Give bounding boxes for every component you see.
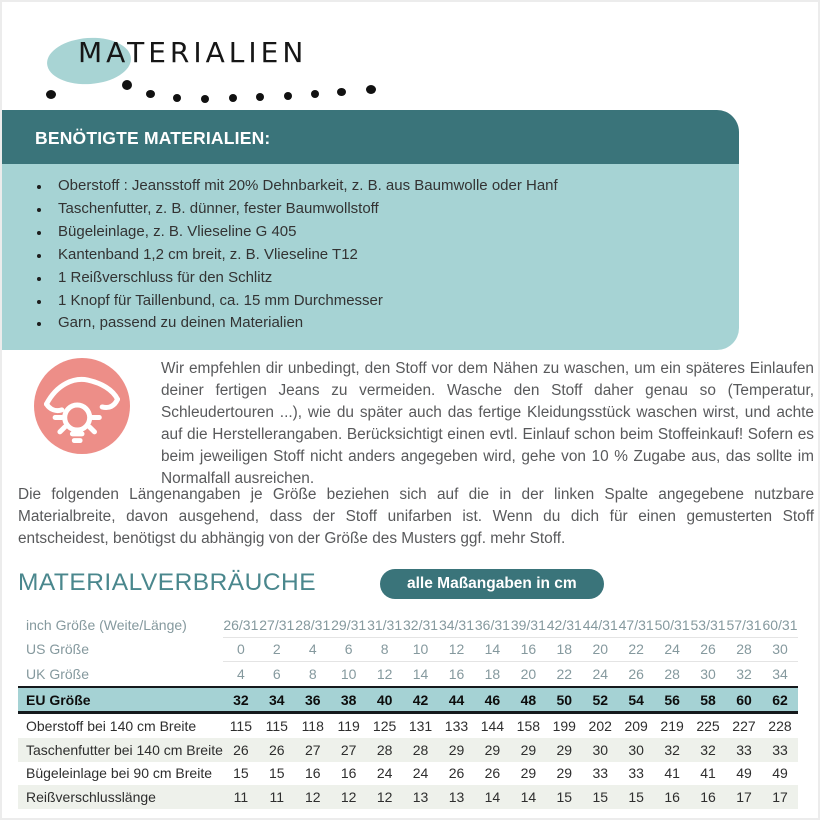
row-value: 24 <box>654 637 690 662</box>
table-row <box>18 662 798 687</box>
row-value: 20 <box>510 662 546 687</box>
row-value: 28 <box>726 637 762 662</box>
row-value: 16 <box>340 765 357 782</box>
row-value: 115 <box>229 718 253 735</box>
row-value: 11 <box>269 788 285 805</box>
row-value: 10 <box>403 637 439 662</box>
row-value: 26 <box>233 741 249 758</box>
row-value: 29/31 <box>331 613 367 637</box>
row-value: 29 <box>556 765 573 782</box>
row-value: 12 <box>439 637 475 662</box>
row-value: 34/31 <box>439 613 475 637</box>
row-value: 27/31 <box>259 613 295 637</box>
row-value: 12 <box>376 788 393 805</box>
row-label: UK Größe <box>26 665 90 682</box>
dot <box>366 85 376 94</box>
row-value: 14 <box>520 788 537 805</box>
row-value: 62 <box>772 691 788 708</box>
row-value: 42 <box>412 691 429 708</box>
row-value: 6 <box>259 662 295 687</box>
materials-box-body <box>2 164 739 350</box>
row-value: 44/31 <box>582 613 618 637</box>
row-label: inch Größe (Weite/Länge) <box>26 617 187 634</box>
table-row <box>18 687 798 713</box>
row-value: 30 <box>592 741 609 758</box>
row-value: 131 <box>408 718 433 735</box>
dot <box>284 92 292 100</box>
row-value: 31/31 <box>367 613 403 637</box>
row-value: 228 <box>768 718 792 735</box>
table-row <box>18 713 798 738</box>
row-value: 42/31 <box>546 613 582 637</box>
material-item: • 1 Knopf für Taillenbund, ca. 15 mm Durchmesser <box>51 290 706 313</box>
row-value: 2 <box>259 637 295 662</box>
dot <box>46 90 56 99</box>
row-value: 34 <box>762 662 798 687</box>
row-value: 44 <box>448 691 465 708</box>
row-value: 32/31 <box>403 613 439 637</box>
row-label: US Größe <box>26 641 90 658</box>
row-value: 18 <box>474 662 510 687</box>
row-value: 0 <box>223 637 259 662</box>
row-value: 15 <box>628 788 644 805</box>
row-value: 15 <box>233 765 249 782</box>
row-value: 49 <box>736 765 752 782</box>
row-value: 219 <box>660 718 684 735</box>
row-label: Reißverschlusslänge <box>26 788 156 805</box>
row-value: 15 <box>269 765 285 782</box>
page-title: MATERIALIEN <box>78 36 308 69</box>
row-value: 8 <box>295 662 331 687</box>
row-label: Bügeleinlage bei 90 cm Breite <box>26 765 213 782</box>
row-value: 15 <box>592 788 609 805</box>
units-badge: alle Maßangaben in cm <box>380 569 604 599</box>
row-value: 12 <box>367 662 403 687</box>
row-value: 41 <box>700 765 716 782</box>
material-item: • Garn, passend zu deinen Materialien <box>51 312 706 335</box>
row-value: 16 <box>700 788 716 805</box>
dot <box>122 80 132 90</box>
row-value: 144 <box>480 718 505 735</box>
row-value: 28 <box>376 741 393 758</box>
row-label: Oberstoff bei 140 cm Breite <box>26 718 197 735</box>
row-value: 20 <box>582 637 618 662</box>
row-value: 40 <box>376 691 393 708</box>
row-value: 115 <box>265 718 288 735</box>
row-value: 26 <box>618 662 654 687</box>
row-value: 32 <box>726 662 762 687</box>
row-value: 16 <box>664 788 680 805</box>
dots-decoration <box>46 84 396 108</box>
row-value: 52 <box>592 691 609 708</box>
row-value: 47/31 <box>618 613 654 637</box>
eye-lightbulb-icon <box>34 358 130 454</box>
washing-tip-text: Wir empfehlen dir unbedingt, den Stoff vor dem Nähen zu waschen, um ein späteres Einlaufen deiner fertigen Jeans zu vermeiden. Wasche den Stoff daher genau so (Temperatur, Schleudertouren ...), wie du später auch das fertige Kleidungsstück waschen wirst, und achte auf die Herstellerangaben. Berücksichtigt einen evtl. Einlauf schon beim Stoffeinkauf! Sofern es beim jeweiligen Stoff nicht anders angegeben wird, gehe von 10 % Zugabe aus, das sollte im Normalfall ausreichen. <box>161 360 814 487</box>
material-item: • Oberstoff : Jeansstoff mit 20% Dehnbarkeit, z. B. aus Baumwolle oder Hanf <box>51 175 706 198</box>
row-value: 29 <box>448 741 465 758</box>
table-row <box>18 762 798 786</box>
row-value: 32 <box>700 741 716 758</box>
row-value: 50/31 <box>654 613 690 637</box>
row-value: 8 <box>367 637 403 662</box>
row-value: 36 <box>304 691 321 708</box>
row-value: 10 <box>331 662 367 687</box>
consumption-table <box>18 613 798 809</box>
row-value: 199 <box>552 718 576 735</box>
row-value: 12 <box>304 788 321 805</box>
row-value: 33 <box>772 741 788 758</box>
row-value: 26/31 <box>223 613 259 637</box>
row-value: 33 <box>628 765 644 782</box>
consumption-heading: MATERIALVERBRÄUCHE <box>18 569 317 596</box>
washing-tip-section <box>34 358 814 489</box>
row-value: 27 <box>304 741 321 758</box>
row-value: 158 <box>516 718 541 735</box>
row-value: 16 <box>510 637 546 662</box>
table-row <box>18 637 798 662</box>
dot <box>229 94 237 102</box>
row-value: 48 <box>520 691 537 708</box>
row-value: 29 <box>520 741 537 758</box>
row-value: 24 <box>582 662 618 687</box>
row-value: 24 <box>412 765 429 782</box>
row-value: 17 <box>772 788 788 805</box>
table-row <box>18 613 798 637</box>
table-row <box>18 785 798 809</box>
row-value: 34 <box>269 691 285 708</box>
row-value: 26 <box>484 765 501 782</box>
row-value: 4 <box>295 637 331 662</box>
dot <box>311 90 319 98</box>
row-value: 58 <box>700 691 716 708</box>
row-value: 54 <box>628 691 644 708</box>
row-value: 227 <box>732 718 756 735</box>
material-item: • 1 Reißverschluss für den Schlitz <box>51 267 706 290</box>
row-label: EU Größe <box>26 691 91 708</box>
materials-box-header: BENÖTIGTE MATERIALIEN: <box>2 110 739 164</box>
row-value: 202 <box>588 718 612 735</box>
row-value: 17 <box>736 788 752 805</box>
row-value: 28 <box>654 662 690 687</box>
row-value: 18 <box>546 637 582 662</box>
row-value: 28/31 <box>295 613 331 637</box>
row-value: 22 <box>546 662 582 687</box>
row-value: 27 <box>340 741 357 758</box>
materials-list <box>35 175 706 335</box>
row-value: 60/31 <box>762 613 798 637</box>
row-value: 32 <box>664 741 680 758</box>
row-value: 26 <box>269 741 285 758</box>
row-value: 46 <box>484 691 501 708</box>
row-value: 50 <box>556 691 573 708</box>
materials-box <box>2 110 739 350</box>
row-value: 22 <box>618 637 654 662</box>
row-value: 14 <box>484 788 501 805</box>
row-value: 24 <box>376 765 393 782</box>
dot <box>337 88 346 96</box>
intro-paragraph: Die folgenden Längenangaben je Größe beziehen sich auf die in der linken Spalte angegebene nutzbare Materialbreite, davon ausgehend, dass der Stoff unifarben ist. Wenn du dich für einen gemusterten Stoff entscheidest, benötigst du abhängig von der Größe des Musters ggf. mehr Stoff. <box>18 486 814 547</box>
row-value: 125 <box>372 718 397 735</box>
row-value: 118 <box>301 718 324 735</box>
row-value: 4 <box>223 662 259 687</box>
dot <box>173 94 181 102</box>
row-value: 33 <box>592 765 609 782</box>
row-value: 6 <box>331 637 367 662</box>
row-value: 14 <box>474 637 510 662</box>
row-label: Taschenfutter bei 140 cm Breite <box>26 741 223 758</box>
material-item: • Kantenband 1,2 cm breit, z. B. Vlieseline T12 <box>51 244 706 267</box>
row-value: 133 <box>444 718 469 735</box>
row-value: 29 <box>520 765 537 782</box>
row-value: 209 <box>624 718 648 735</box>
row-value: 13 <box>448 788 465 805</box>
row-value: 60 <box>736 691 752 708</box>
row-value: 225 <box>696 718 720 735</box>
material-item: • Bügeleinlage, z. B. Vlieseline G 405 <box>51 221 706 244</box>
row-value: 36/31 <box>474 613 510 637</box>
row-value: 11 <box>233 788 249 805</box>
row-value: 56 <box>664 691 680 708</box>
row-value: 29 <box>484 741 501 758</box>
row-value: 16 <box>439 662 475 687</box>
row-value: 12 <box>340 788 357 805</box>
row-value: 29 <box>556 741 573 758</box>
row-value: 33 <box>736 741 752 758</box>
row-value: 28 <box>412 741 429 758</box>
row-value: 38 <box>340 691 357 708</box>
row-value: 32 <box>233 691 249 708</box>
row-value: 41 <box>664 765 680 782</box>
dot <box>256 93 264 101</box>
row-value: 57/31 <box>726 613 762 637</box>
row-value: 49 <box>772 765 788 782</box>
row-value: 26 <box>690 637 726 662</box>
row-value: 30 <box>690 662 726 687</box>
row-value: 16 <box>304 765 321 782</box>
row-value: 14 <box>403 662 439 687</box>
row-value: 119 <box>337 718 360 735</box>
row-value: 30 <box>762 637 798 662</box>
material-item: • Taschenfutter, z. B. dünner, fester Baumwollstoff <box>51 198 706 221</box>
row-value: 26 <box>448 765 465 782</box>
dot <box>201 95 209 103</box>
row-value: 13 <box>412 788 429 805</box>
row-value: 53/31 <box>690 613 726 637</box>
row-value: 15 <box>556 788 573 805</box>
row-value: 30 <box>628 741 644 758</box>
dot <box>146 90 155 98</box>
row-value: 39/31 <box>510 613 546 637</box>
table-row <box>18 738 798 762</box>
